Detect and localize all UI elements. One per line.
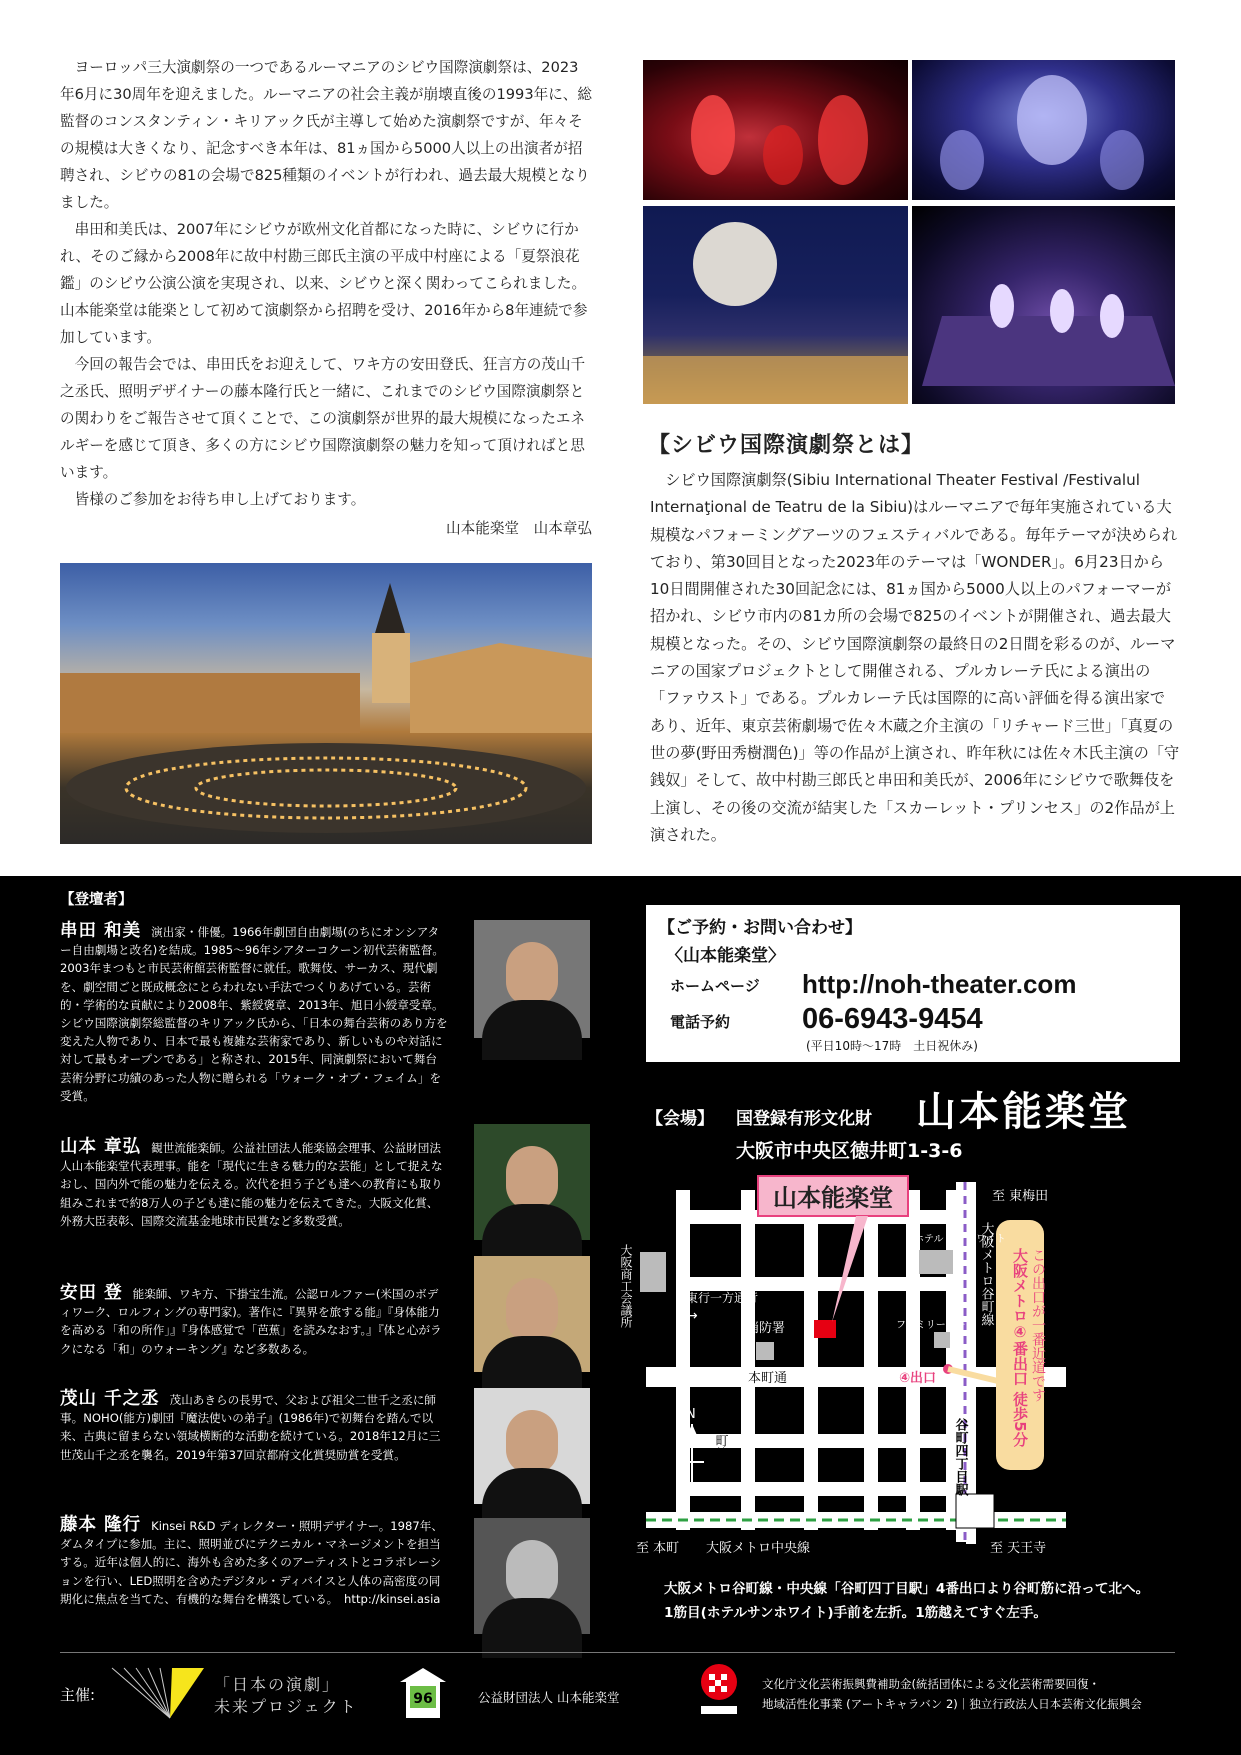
access-map	[619, 1172, 1180, 1562]
directions-line: 大阪メトロ谷町線・中央線「谷町四丁目駅」4番出口より谷町筋に沿って北へ。	[664, 1581, 1150, 1597]
label-chuo-line: 大阪メトロ中央線	[706, 1541, 811, 1556]
venue-address: 大阪市中央区徳井町1-3-6	[736, 1140, 963, 1162]
homepage-label: ホームページ	[670, 977, 760, 995]
host-label: 主催:	[60, 1686, 96, 1704]
performer-name: 山本 章弘	[60, 1137, 142, 1157]
footer-divider	[60, 1652, 1175, 1653]
venue-label: 【会場】	[646, 1109, 714, 1129]
label-station: 谷町四丁目駅	[952, 1418, 968, 1496]
label-chamber: 大阪商工会議所	[619, 1244, 633, 1328]
callout-main: 大阪メトロ④番出口 徒歩5分	[1011, 1248, 1029, 1447]
label-north-umeda: 至 東梅田	[992, 1189, 1049, 1204]
north-icon: N	[686, 1407, 696, 1422]
sign-pointer	[832, 1216, 868, 1322]
performer-bio: Kinsei R&D ディレクター・照明デザイナー。1987年、ダムタイプに参加。主に、照明並びにテクニカル・マネージメントを担当する。近年は個人的に、海外も含めた多くのアーティストとコラボレーションを行い、LED照明を含めたデジタル・ディバイスと人体の高密度の同期化に焦点を当てた、有機的な舞台を構築している。 http://kinsei.asia	[60, 1519, 443, 1606]
sibiu-square-photo	[60, 563, 592, 844]
intro-text	[60, 54, 592, 542]
funding-credit-line: 文化庁文化芸術振興費補助金(統括団体による文化芸術需要回復・	[762, 1677, 1100, 1691]
performer-name: 串田 和美	[60, 921, 142, 941]
label-hotel: ホテル サンホワイト	[914, 1234, 1006, 1245]
stage-photo-purple	[912, 206, 1175, 404]
face-shape	[506, 942, 558, 1006]
performer-fujimoto	[60, 1516, 448, 1608]
intro-signature: 山本能楽堂 山本章弘	[446, 520, 592, 537]
venue-name: 山本能楽堂	[916, 1089, 1131, 1135]
stage-photo-red	[643, 60, 908, 200]
label-oneway: 東行一方通行	[686, 1291, 759, 1305]
sibiu-title: 【シビウ国際演劇祭とは】	[648, 433, 925, 458]
callout-sub: この出口が一番近道です	[1030, 1248, 1046, 1402]
intro-paragraph: ヨーロッパ三大演劇祭の一つであるルーマニアのシビウ国際演劇祭は、2023年6月に30周年を迎えました。ルーマニアの社会主義が崩壊直後の1993年に、総監督のコンスタンティン・キリアック氏が主導して始めた演劇祭ですが、年々その規模は大きくなり、記念すべき本年は、81ヵ国から5000人以上の出演者が招聘され、シビウの81の会場で825種類のイベントが行われ、過去最大規模となりました。	[60, 59, 592, 211]
homepage-link[interactable]: http://noh-theater.com	[802, 969, 1077, 999]
clothing-shape	[482, 1204, 582, 1264]
sibiu-description: シビウ国際演劇祭(Sibiu International Theater Festival /Festivalul Internaţional de Teatru de la Sibiu)はルーマニアで毎年実施されている大規模なパフォーミングアーツのフェスティバルである。毎年テーマが決められており、第30回目となった2023年のテーマは「WONDER」。6月23日から10日間開催された30回記念には、81ヵ国から5000人以上のパフォーマーが招かれ、シビウ市内の81カ所の会場で825のイベントが開催され、過去最大規模となった。その、シビウ国際演劇祭の最終日の2日間を彩るのが、ルーマニアの国家プロジェクトとして開催される、プルカレーテ氏による演出の「ファウスト」である。プルカレーテ氏は国際的に高い評価を得る演出家であり、近年、東京芸術劇場で佐々木蔵之介主演の「リチャード三世」「真夏の世の夢(野田秀樹潤色)」等の作品が上演され、昨年秋には佐々木氏主演の「守銭奴」そして、故中村勘三郎氏と串田和美氏が、2006年にシビウで歌舞伎を上演し、その後の交流が結実した「スカーレット・プリンセス」の2作品が上演された。	[650, 471, 1180, 844]
stage-photo-red-art	[643, 60, 908, 200]
stage-photo-blue	[912, 60, 1175, 200]
label-west-honmachi: 至 本町	[636, 1541, 680, 1556]
face-shape	[506, 1410, 558, 1474]
label-exit4: ④出口	[899, 1371, 937, 1386]
performer-name: 茂山 千之丞	[60, 1389, 160, 1409]
moon-balloon-photo	[643, 206, 908, 404]
project-name-line: 未来プロジェクト	[214, 1697, 358, 1716]
performer-yamamoto	[60, 1138, 448, 1230]
performer-bio: 演出家・俳優。1966年劇団自由劇場(のちにオンシアター自由劇場と改名)を結成。1985～96年シアターコクーン初代芸術監督。2003年まつもと市民芸術館芸術監督に就任。歌舞伎、サーカス、現代劇を、劇空間ごと既成概念にとらわれない手法でつくりあげている。芸術的・学術的な貢献により2008年、紫綬褒章、2013年、旭日小綬章受章。シビウ国際演劇祭総監督のキリアック氏から、「日本の舞台芸術のあり方を変えた人物であり、日本で最も複雑な芸術家であり、新しいものや対話に対して最もオープンである」と称され、2015年、同演劇祭において舞台芸術分野に功績のあった人物に贈られる「ウォーク・オブ・フェイム」を受賞。	[60, 925, 448, 1103]
label-tanimachi-line: 大阪メトロ谷町線	[978, 1222, 994, 1326]
clothing-shape	[482, 1336, 582, 1396]
venue-status: 国登録有形文化財	[736, 1109, 872, 1129]
stage-photo-blue-art	[912, 60, 1175, 200]
chamber-building	[640, 1252, 666, 1292]
performer-photo-fujimoto	[474, 1518, 590, 1634]
agency-cultural-affairs-logo	[693, 1662, 745, 1728]
directions	[664, 1577, 1149, 1625]
stage-photo-purple-art	[912, 206, 1175, 404]
reservation-title: 【ご予約・お問い合わせ】	[658, 918, 862, 938]
performer-photo-yamamoto	[474, 1124, 590, 1240]
intro-paragraph: 今回の報告会では、串田氏をお迎えして、ワキ方の安田登氏、狂言方の茂山千之丞氏、照明デザイナーの藤本隆行氏と一緒に、これまでのシビウ国際演劇祭との関わりをご報告させて頂くことで、この演劇祭が世界的最大規模になったエネルギーを感じて頂き、多くの方にシビウ国際演劇祭の魅力を知って頂ければと思います。	[60, 356, 586, 481]
venue-marker	[814, 1320, 836, 1338]
japan-theater-project-logo	[112, 1668, 204, 1720]
firestation-building	[756, 1342, 774, 1360]
funding-credit-line: 地域活性化事業 (アートキャラバン 2)｜独立行政法人日本芸術文化振興会	[762, 1697, 1142, 1711]
intro-paragraph: 皆様のご参加をお待ち申し上げております。	[74, 491, 366, 508]
clothing-shape	[482, 1598, 582, 1658]
phone-hours: (平日10時～17時 土日祝休み)	[806, 1039, 978, 1053]
face-shape	[506, 1146, 558, 1210]
face-shape	[506, 1540, 558, 1604]
performer-bio: 観世流能楽師。公益社団法人能楽協会理事、公益財団法人山本能楽堂代表理事。能を「現代に生きる魅力的な芸能」として捉えなおし、国内外で能の魅力を伝える。次代を担う子ども達への教育にも取り組みこれまで約8万人の子ども達に能の魅力を伝えてきた。大阪文化賞、外務大臣表彰、国際交流基金地球市民賞など多数受賞。	[60, 1141, 443, 1228]
performer-name: 安田 登	[60, 1283, 123, 1303]
clothing-shape	[482, 1000, 582, 1060]
oneway-arrow-icon: →	[686, 1308, 698, 1324]
performer-photo-shigeyama	[474, 1388, 590, 1504]
intro-paragraph: 串田和美氏は、2007年にシビウが欧州文化首都になった時に、シビウに行かれ、そのご縁から2008年に故中村勘三郎氏主演の平成中村座による「夏祭浪花鑑」のシビウ公演公演を実現され、以来、シビウと深く関わってこられました。山本能楽堂は能楽として初めて演劇祭から招聘を受け、2016年から8年連続で参加しています。	[60, 221, 588, 346]
performer-bio: 能楽師、ワキ方、下掛宝生流。公認ロルファー(米国のボディワーク、ロルフィングの専門家)。著作に『異界を旅する能』『身体能力を高める「和の所作」』『身体感覚で「芭蕉」を読みなおす。』『体と心がラクになる「和」のウォーキング』など多数ある。	[60, 1287, 442, 1356]
yamamoto-foundation: 公益財団法人 山本能楽堂	[478, 1690, 620, 1705]
hotel-building	[919, 1250, 953, 1274]
face-shape	[506, 1278, 558, 1342]
sibiu-square-photo-art	[60, 563, 592, 844]
performer-bio: 茂山あきらの長男で、父および祖父二世千之丞に師事。NOHO(能方)劇団『魔法使いの弟子』(1986年)で初舞台を踏んで以来、古典に留まらない領域横断的な活動を続けている。2018年12月に三世茂山千之丞を襲名。2019年第37回京都府文化賞奨励賞を受賞。	[60, 1393, 441, 1462]
familymart-building	[934, 1332, 950, 1348]
reservation-org: 〈山本能楽堂〉	[666, 946, 785, 966]
label-firestation: 消防署	[746, 1321, 786, 1336]
performer-shigeyama	[60, 1390, 448, 1464]
phone-number[interactable]: 06-6943-9454	[802, 1003, 983, 1035]
yamamoto-96-logo	[400, 1668, 446, 1720]
project-name-line: 「日本の演劇」	[214, 1675, 341, 1694]
performer-yasuda	[60, 1284, 448, 1358]
label-matsuya: 松屋町筋	[712, 1408, 728, 1460]
station-box	[956, 1494, 994, 1528]
phone-label: 電話予約	[670, 1013, 731, 1031]
performers-heading: 【登壇者】	[60, 892, 133, 908]
performer-name: 藤本 隆行	[60, 1515, 142, 1535]
performer-photo-kushida	[474, 920, 590, 1038]
project-name	[214, 1674, 358, 1718]
directions-line: 1筋目(ホテルサンホワイト)手前を左折。1筋越えてすぐ左手。	[664, 1605, 1048, 1621]
reservation-box	[646, 905, 1180, 1062]
venue-sign-label: 山本能楽堂	[773, 1184, 893, 1212]
label-honmachi: 本町通	[748, 1371, 788, 1386]
moon-balloon-photo-art	[643, 206, 908, 404]
funding-credit	[762, 1674, 1142, 1714]
performer-photo-yasuda	[474, 1256, 590, 1372]
label-familymart: ファミリーマート	[896, 1320, 976, 1331]
performer-kushida	[60, 922, 448, 1105]
label-south-tennoji: 至 天王寺	[990, 1541, 1047, 1556]
logo-96-text: 96	[413, 1691, 433, 1707]
